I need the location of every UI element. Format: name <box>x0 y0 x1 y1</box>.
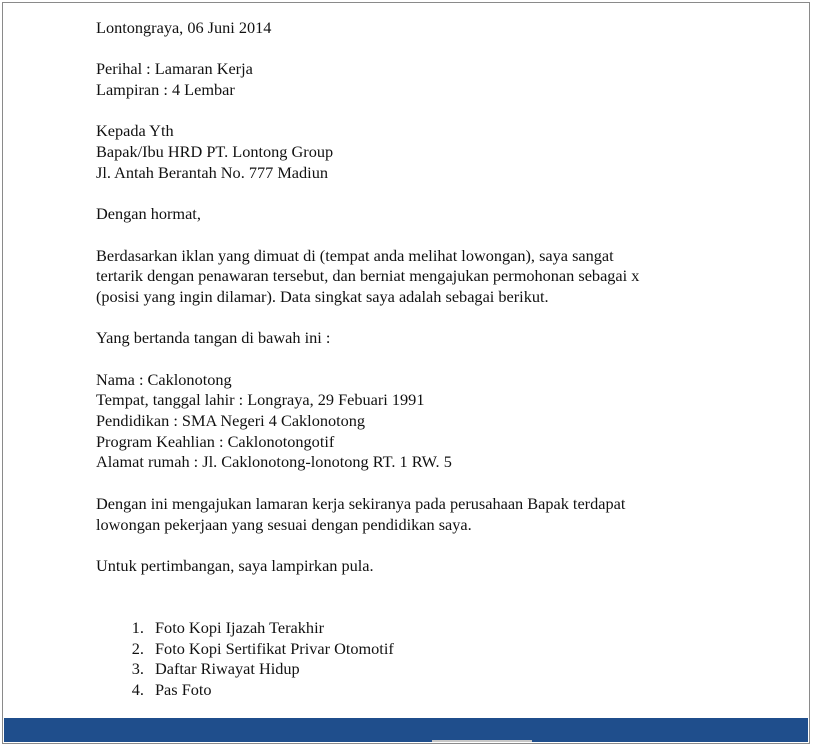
attachment-line: Lampiran : 4 Lembar <box>96 80 235 100</box>
list-number: 3. <box>131 659 144 679</box>
footer-bar <box>4 718 808 742</box>
list-item <box>96 639 736 660</box>
personal-data-line: Program Keahlian : Caklonotongotif <box>96 431 335 451</box>
footer-divider <box>432 740 532 742</box>
paragraph-line: tertarik dengan penawaran tersebut, dan berniat mengajukan permohonan sebagai x <box>96 266 640 286</box>
personal-data-line: Tempat, tanggal lahir : Longraya, 29 Febuari 1991 <box>96 390 425 410</box>
salutation: Dengan hormat, <box>96 204 201 224</box>
recipient-line: Bapak/Ibu HRD PT. Lontong Group <box>96 142 334 162</box>
attachments-list <box>96 618 736 701</box>
consideration-line: Untuk pertimbangan, saya lampirkan pula. <box>96 555 374 575</box>
personal-data-line: Pendidikan : SMA Negeri 4 Caklonotong <box>96 411 366 431</box>
list-text: Foto Kopi Ijazah Terakhir <box>155 617 325 637</box>
letter-body <box>96 18 736 701</box>
list-item <box>96 618 736 639</box>
list-text: Foto Kopi Sertifikat Privar Otomotif <box>155 638 394 658</box>
personal-data-line: Nama : Caklonotong <box>96 369 232 389</box>
application-paragraph <box>96 494 736 535</box>
list-text: Daftar Riwayat Hidup <box>155 659 300 679</box>
recipient-line: Kepada Yth <box>96 121 174 141</box>
paragraph-line: (posisi yang ingin dilamar). Data singkat saya adalah sebagai berikut. <box>96 286 549 306</box>
paragraph-line: Berdasarkan iklan yang dimuat di (tempat anda melihat lowongan), saya sangat <box>96 245 614 265</box>
place-date: Lontongraya, 06 Juni 2014 <box>96 18 272 37</box>
paragraph-line: lowongan pekerjaan yang sesuai dengan pendidikan saya. <box>96 514 472 534</box>
subject-line: Perihal : Lamaran Kerja <box>96 59 253 79</box>
list-item <box>96 680 736 701</box>
recipient-block <box>96 121 736 183</box>
recipient-line: Jl. Antah Berantah No. 777 Madiun <box>96 162 328 182</box>
paragraph-line: Dengan ini mengajukan lamaran kerja sekiranya pada perusahaan Bapak terdapat <box>96 493 626 513</box>
personal-data-block <box>96 370 736 473</box>
list-item <box>96 659 736 680</box>
list-number: 4. <box>131 680 144 700</box>
list-number: 2. <box>131 638 144 658</box>
undersigned-line: Yang bertanda tangan di bawah ini : <box>96 328 331 348</box>
list-number: 1. <box>131 617 144 637</box>
list-text: Pas Foto <box>155 680 212 700</box>
intro-paragraph <box>96 246 736 308</box>
personal-data-line: Alamat rumah : Jl. Caklonotong-lonotong RT. 1 RW. 5 <box>96 452 452 472</box>
